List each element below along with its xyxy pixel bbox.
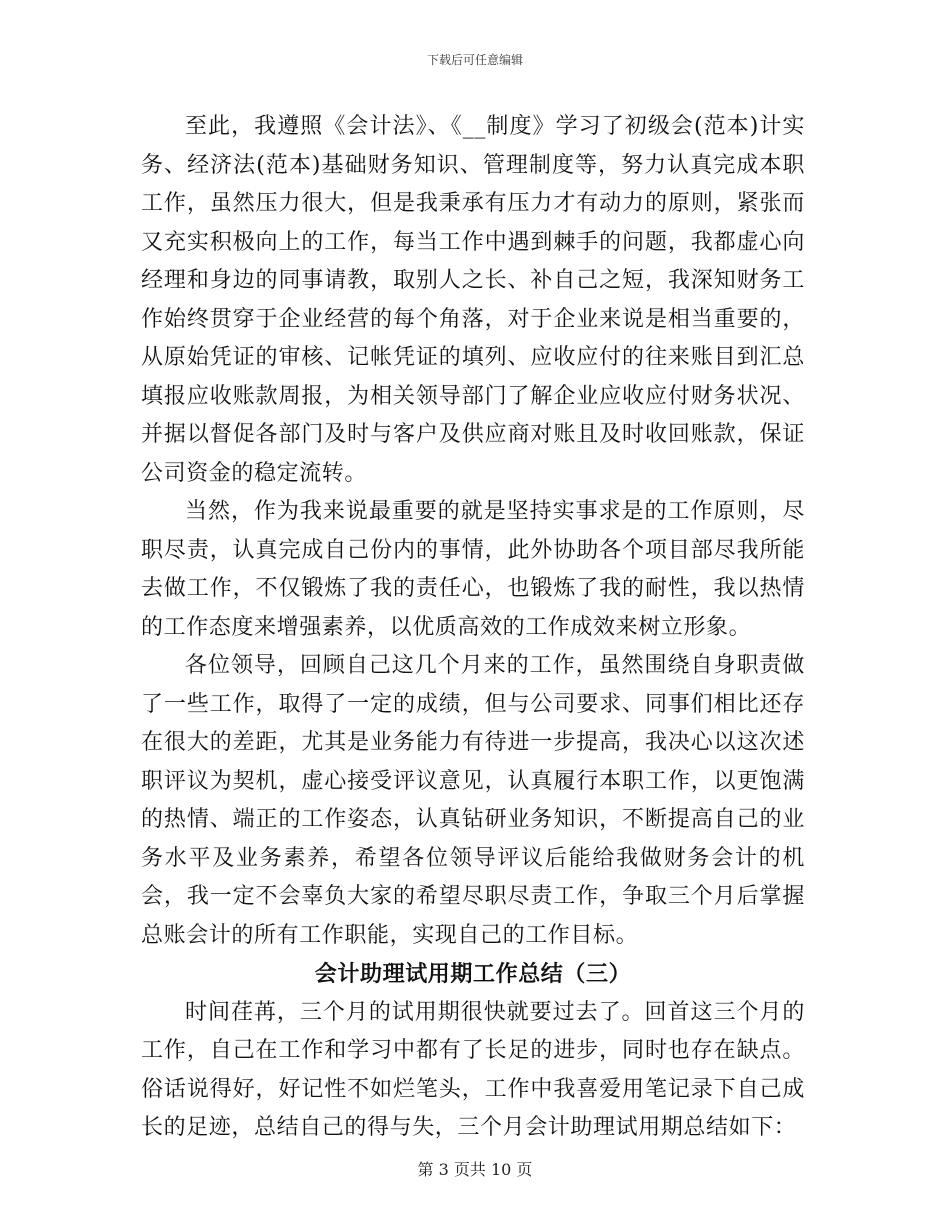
page-header-note: 下载后可任意编辑 bbox=[426, 53, 523, 67]
section-paragraph: 时间荏苒，三个月的试用期很快就要过去了。回首这三个月的工作，自己在工作和学习中都有了长足的进步，同时也存在缺点。俗话说得好，好记性不如烂笔头，工作中我喜爱用笔记录下自己成长的足迹，总结自己的得与失，三个月会计助理试用期总结如下： bbox=[141, 999, 805, 1140]
paragraph-2: 当然，作为我来说最重要的就是坚持实事求是的工作原则，尽职尽责，认真完成自己份内的事情，此外协助各个项目部尽我所能去做工作，不仅锻炼了我的责任心，也锻炼了我的耐性，我以热情的工作态度来增强素养，以优质高效的工作成效来树立形象。 bbox=[141, 499, 805, 640]
paragraph-3: 各位领导，回顾自己这几个月来的工作，虽然围绕自身职责做了一些工作，取得了一定的成绩，但与公司要求、同事们相比还存在很大的差距，尤其是业务能力有待进一步提高，我决心以这次述职评议为契机，虚心接受评议意见，认真履行本职工作，以更饱满的热情、端正的工作姿态，认真钻研业务知识，不断提高自己的业务水平及业务素养，希望各位领导评议后能给我做财务会计的机会，我一定不会辜负大家的希望尽职尽责工作，争取三个月后掌握总账会计的所有工作职能，实现自己的工作目标。 bbox=[141, 653, 805, 948]
document-body bbox=[141, 108, 805, 1148]
page-number-footer: 第 3 页共 10 页 bbox=[417, 1160, 533, 1179]
paragraph-1: 至此，我遵照《会计法》、《__制度》学习了初级会(范本)计实务、经济法(范本)基础财务知识、管理制度等，努力认真完成本职工作，虽然压力很大，但是我秉承有压力才有动力的原则，紧张而又充实积极向上的工作，每当工作中遇到棘手的问题，我都虚心向经理和身边的同事请教，取别人之长、补自己之短，我深知财务工作始终贯穿于企业经营的每个角落，对于企业来说是相当重要的，从原始凭证的审核、记帐凭证的填列、应收应付的往来账目到汇总填报应收账款周报，为相关领导部门了解企业应收应付财务状况、并据以督促各部门及时与客户及供应商对账且及时收回账款，保证公司资金的稳定流转。 bbox=[141, 114, 805, 486]
section-heading: 会计助理试用期工作总结（三） bbox=[314, 961, 632, 987]
